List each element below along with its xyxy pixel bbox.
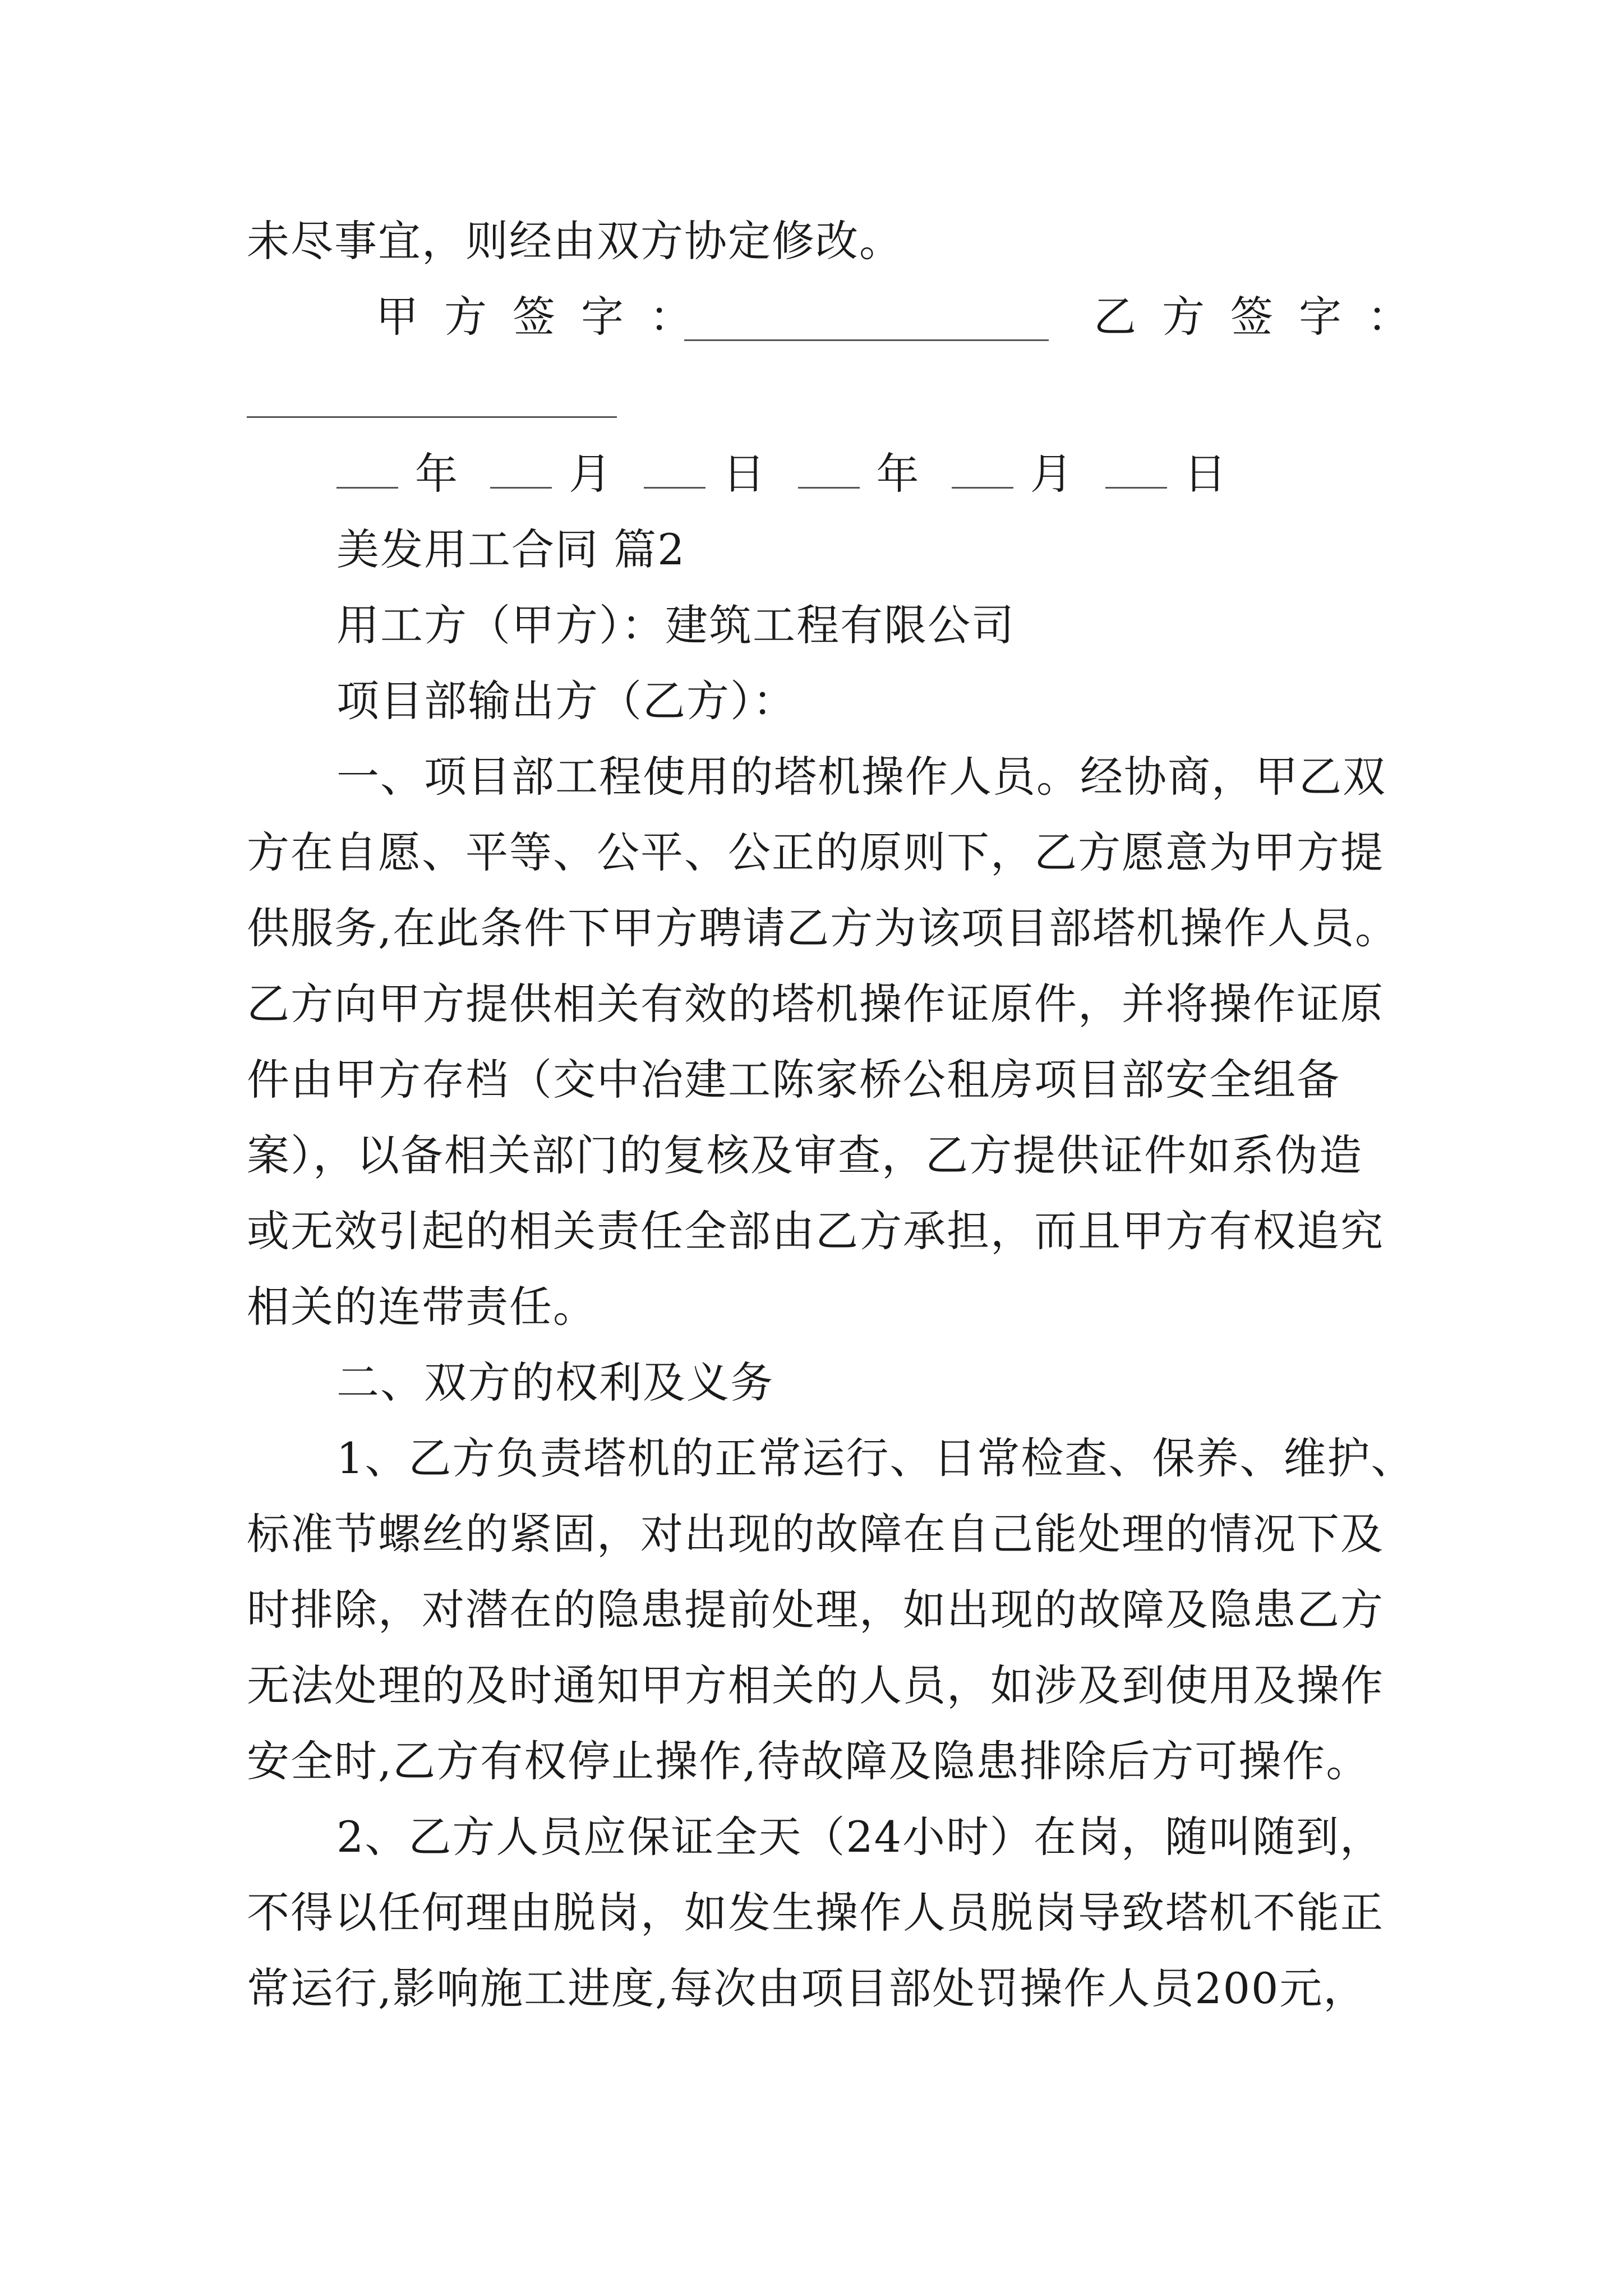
clause1-line: 1、乙方负责塔机的正常运行、日常检查、保养、维护、 <box>336 1433 1415 1483</box>
party-a-day-blank[interactable] <box>644 448 706 489</box>
party-b-year-blank[interactable] <box>798 448 860 489</box>
clause1-line: 时排除，对潜在的隐患提前处理，如出现的故障及隐患乙方 <box>247 1585 1384 1635</box>
party-b-day-blank[interactable] <box>1105 448 1167 489</box>
party-a-day-label: 日 <box>722 449 767 499</box>
clause2-line: 2、乙方人员应保证全天（24小时）在岗，随叫随到， <box>336 1812 1384 1862</box>
section1-line: 一、项目部工程使用的塔机操作人员。经协商，甲乙双 <box>336 752 1386 802</box>
date-row <box>336 446 1228 502</box>
party-b-month-label: 月 <box>1030 449 1074 499</box>
section1-line: 或无效引起的相关责任全部由乙方承担，而且甲方有权追究 <box>247 1206 1384 1256</box>
party-b-day-label: 日 <box>1183 449 1228 499</box>
section1-line: 件由甲方存档（交中冶建工陈家桥公租房项目部安全组备 <box>247 1055 1340 1105</box>
party-b-signature-label: 乙方签字： <box>1094 292 1436 342</box>
section1-line: 案），以备相关部门的复核及审查，乙方提供证件如系伪造 <box>247 1130 1363 1180</box>
clause1-line: 无法处理的及时通知甲方相关的人员，如涉及到使用及操作 <box>247 1660 1384 1710</box>
section2-title: 二、双方的权利及义务 <box>336 1358 774 1407</box>
party-b-signature-line[interactable] <box>247 416 617 418</box>
continuation-text: 未尽事宜，则经由双方协定修改。 <box>247 216 903 266</box>
section1-line: 供服务,在此条件下甲方聘请乙方为该项目部塔机操作人员。 <box>247 903 1399 953</box>
party-b-month-blank[interactable] <box>952 448 1013 489</box>
party-a-signature-label: 甲方签字： <box>376 292 718 342</box>
supplier-line: 项目部输出方（乙方）： <box>336 676 796 726</box>
party-a-month-blank[interactable] <box>490 448 552 489</box>
clause1-line: 安全时,乙方有权停止操作,待故障及隐患排除后方可操作。 <box>247 1736 1370 1786</box>
clause2-line: 常运行,影响施工进度,每次由项目部处罚操作人员200元， <box>247 1963 1367 2013</box>
party-b-year-label: 年 <box>876 449 920 499</box>
contract-heading: 美发用工合同 篇2 <box>336 524 686 574</box>
clause2-line: 不得以任何理由脱岗，如发生操作人员脱岗导致塔机不能正 <box>247 1888 1384 1938</box>
section1-line: 相关的连带责任。 <box>247 1282 597 1332</box>
party-a-month-label: 月 <box>569 449 613 499</box>
party-a-signature-line[interactable] <box>684 339 1049 341</box>
section1-line: 乙方向甲方提供相关有效的塔机操作证原件，并将操作证原 <box>247 979 1384 1029</box>
party-a-year-label: 年 <box>415 449 459 499</box>
clause1-line: 标准节螺丝的紧固，对出现的故障在自己能处理的情况下及 <box>247 1509 1384 1559</box>
party-a-year-blank[interactable] <box>336 448 398 489</box>
employer-line: 用工方（甲方）：建筑工程有限公司 <box>336 600 1015 650</box>
section1-line: 方在自愿、平等、公平、公正的原则下，乙方愿意为甲方提 <box>247 827 1384 877</box>
